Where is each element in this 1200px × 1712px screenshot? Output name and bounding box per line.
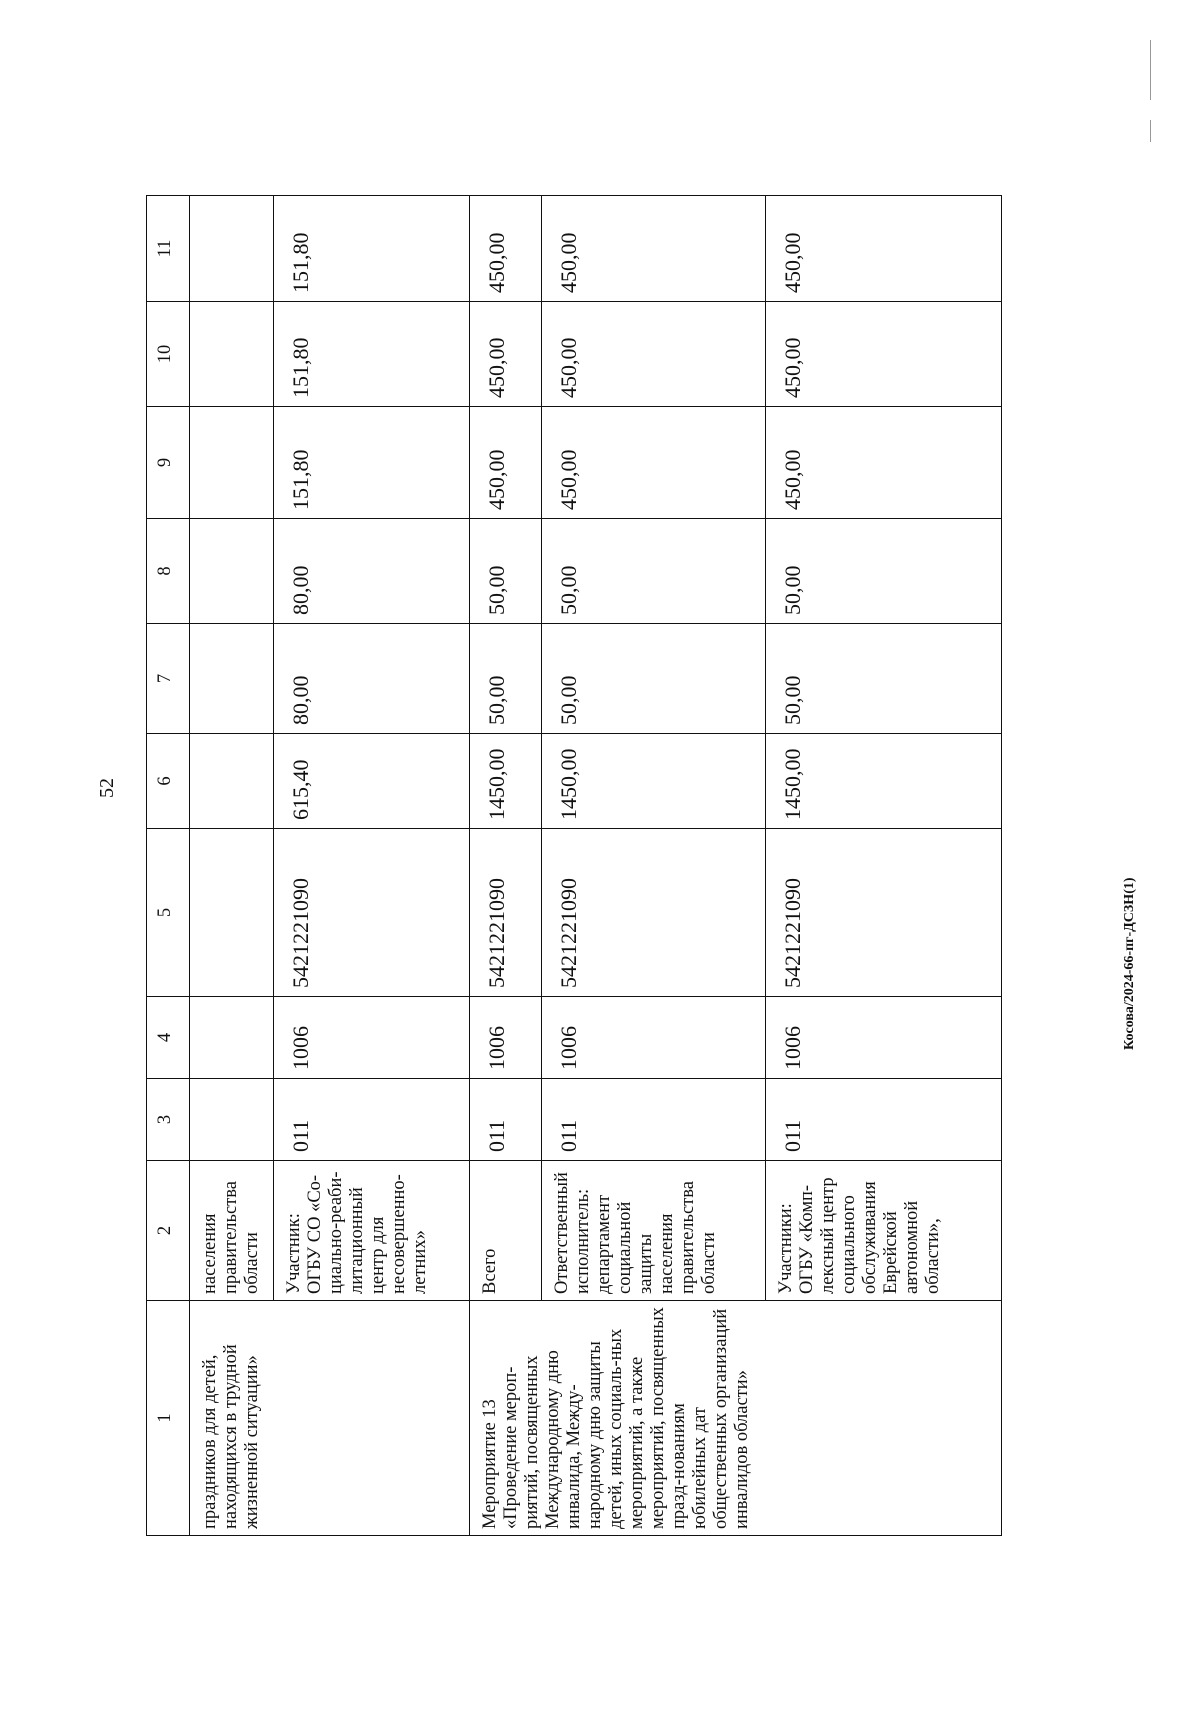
header-col-6: 6 <box>147 734 190 829</box>
table-cell: 5421221090 <box>470 829 542 997</box>
header-col-9: 9 <box>147 407 190 519</box>
table-cell: 5421221090 <box>542 829 766 997</box>
table-cell <box>190 624 274 734</box>
table-cell <box>190 734 274 829</box>
header-col-1: 1 <box>147 1301 190 1536</box>
table-cell: 5421221090 <box>766 829 1002 997</box>
table-cell: 011 <box>274 1079 470 1161</box>
table-cell: 1450,00 <box>766 734 1002 829</box>
table-cell: 1006 <box>470 997 542 1079</box>
table-cell: 5421221090 <box>274 829 470 997</box>
table-cell: 50,00 <box>470 624 542 734</box>
table-row <box>190 196 274 1536</box>
table-cell <box>190 519 274 624</box>
table-cell: 450,00 <box>766 302 1002 407</box>
table-cell <box>190 407 274 519</box>
header-col-11: 11 <box>147 196 190 302</box>
header-col-7: 7 <box>147 624 190 734</box>
header-col-2: 2 <box>147 1161 190 1301</box>
header-col-3: 3 <box>147 1079 190 1161</box>
table-cell: 450,00 <box>542 196 766 302</box>
table-cell: 011 <box>470 1079 542 1161</box>
table-cell: 50,00 <box>542 624 766 734</box>
table-cell: 50,00 <box>470 519 542 624</box>
table-cell <box>190 302 274 407</box>
table-cell: 450,00 <box>542 302 766 407</box>
table-cell: 011 <box>766 1079 1002 1161</box>
executor-cell: Ответственный исполнитель: департамент социальной защиты населения правительства области <box>542 1161 766 1301</box>
page-number: 52 <box>96 778 118 798</box>
executor-cell: Участник: ОГБУ СО «Со-циально-реаби-литационный центр для несовершенно-летних» <box>274 1161 470 1301</box>
table-cell: 151,80 <box>274 196 470 302</box>
table-cell <box>190 997 274 1079</box>
activity-name-cell: праздников для детей, находящихся в трудной жизненной ситуации» <box>190 1301 470 1536</box>
table-cell: 1006 <box>274 997 470 1079</box>
table-cell <box>190 829 274 997</box>
header-col-5: 5 <box>147 829 190 997</box>
table-cell: 1450,00 <box>542 734 766 829</box>
header-col-8: 8 <box>147 519 190 624</box>
table-cell: 50,00 <box>766 519 1002 624</box>
table-cell: 615,40 <box>274 734 470 829</box>
header-col-4: 4 <box>147 997 190 1079</box>
table-cell: 1006 <box>766 997 1002 1079</box>
header-row <box>147 196 190 1536</box>
table-cell: 450,00 <box>470 196 542 302</box>
table-cell <box>190 1079 274 1161</box>
table-cell: 450,00 <box>766 196 1002 302</box>
table-row <box>470 196 542 1536</box>
document-code: Косова/2024-66-пг-ДСЗН(1) <box>1122 877 1137 1050</box>
table-cell: 50,00 <box>766 624 1002 734</box>
table-cell: 450,00 <box>470 302 542 407</box>
table-cell: 1450,00 <box>470 734 542 829</box>
table-cell: 1006 <box>542 997 766 1079</box>
table-cell: 151,80 <box>274 407 470 519</box>
table-cell: 450,00 <box>766 407 1002 519</box>
table-cell: 80,00 <box>274 624 470 734</box>
activity-name-cell: Мероприятие 13 «Проведение мероп-риятий, посвященных Международному дню инвалида, Между-народному дню защиты детей, иных социаль-ных мероприятий, а также мероприятий, посвященных празд-нованиям юбилейных дат общественных организаций инвалидов области» <box>470 1301 1002 1536</box>
scan-edge-line <box>1150 120 1151 142</box>
executor-cell: Всего <box>470 1161 542 1301</box>
scan-edge-line <box>1150 40 1151 100</box>
table-cell: 80,00 <box>274 519 470 624</box>
table-cell: 50,00 <box>542 519 766 624</box>
table-cell: 450,00 <box>470 407 542 519</box>
table-cell: 151,80 <box>274 302 470 407</box>
rotated-table-container <box>146 196 1086 1536</box>
table-cell <box>190 196 274 302</box>
header-col-10: 10 <box>147 302 190 407</box>
table-cell: 011 <box>542 1079 766 1161</box>
budget-table <box>146 195 1002 1536</box>
table-cell: 450,00 <box>542 407 766 519</box>
executor-cell: Участники: ОГБУ «Комп-лексный центр социального обслуживания Еврейской автономной области», <box>766 1161 1002 1301</box>
executor-cell: населения правительства области <box>190 1161 274 1301</box>
